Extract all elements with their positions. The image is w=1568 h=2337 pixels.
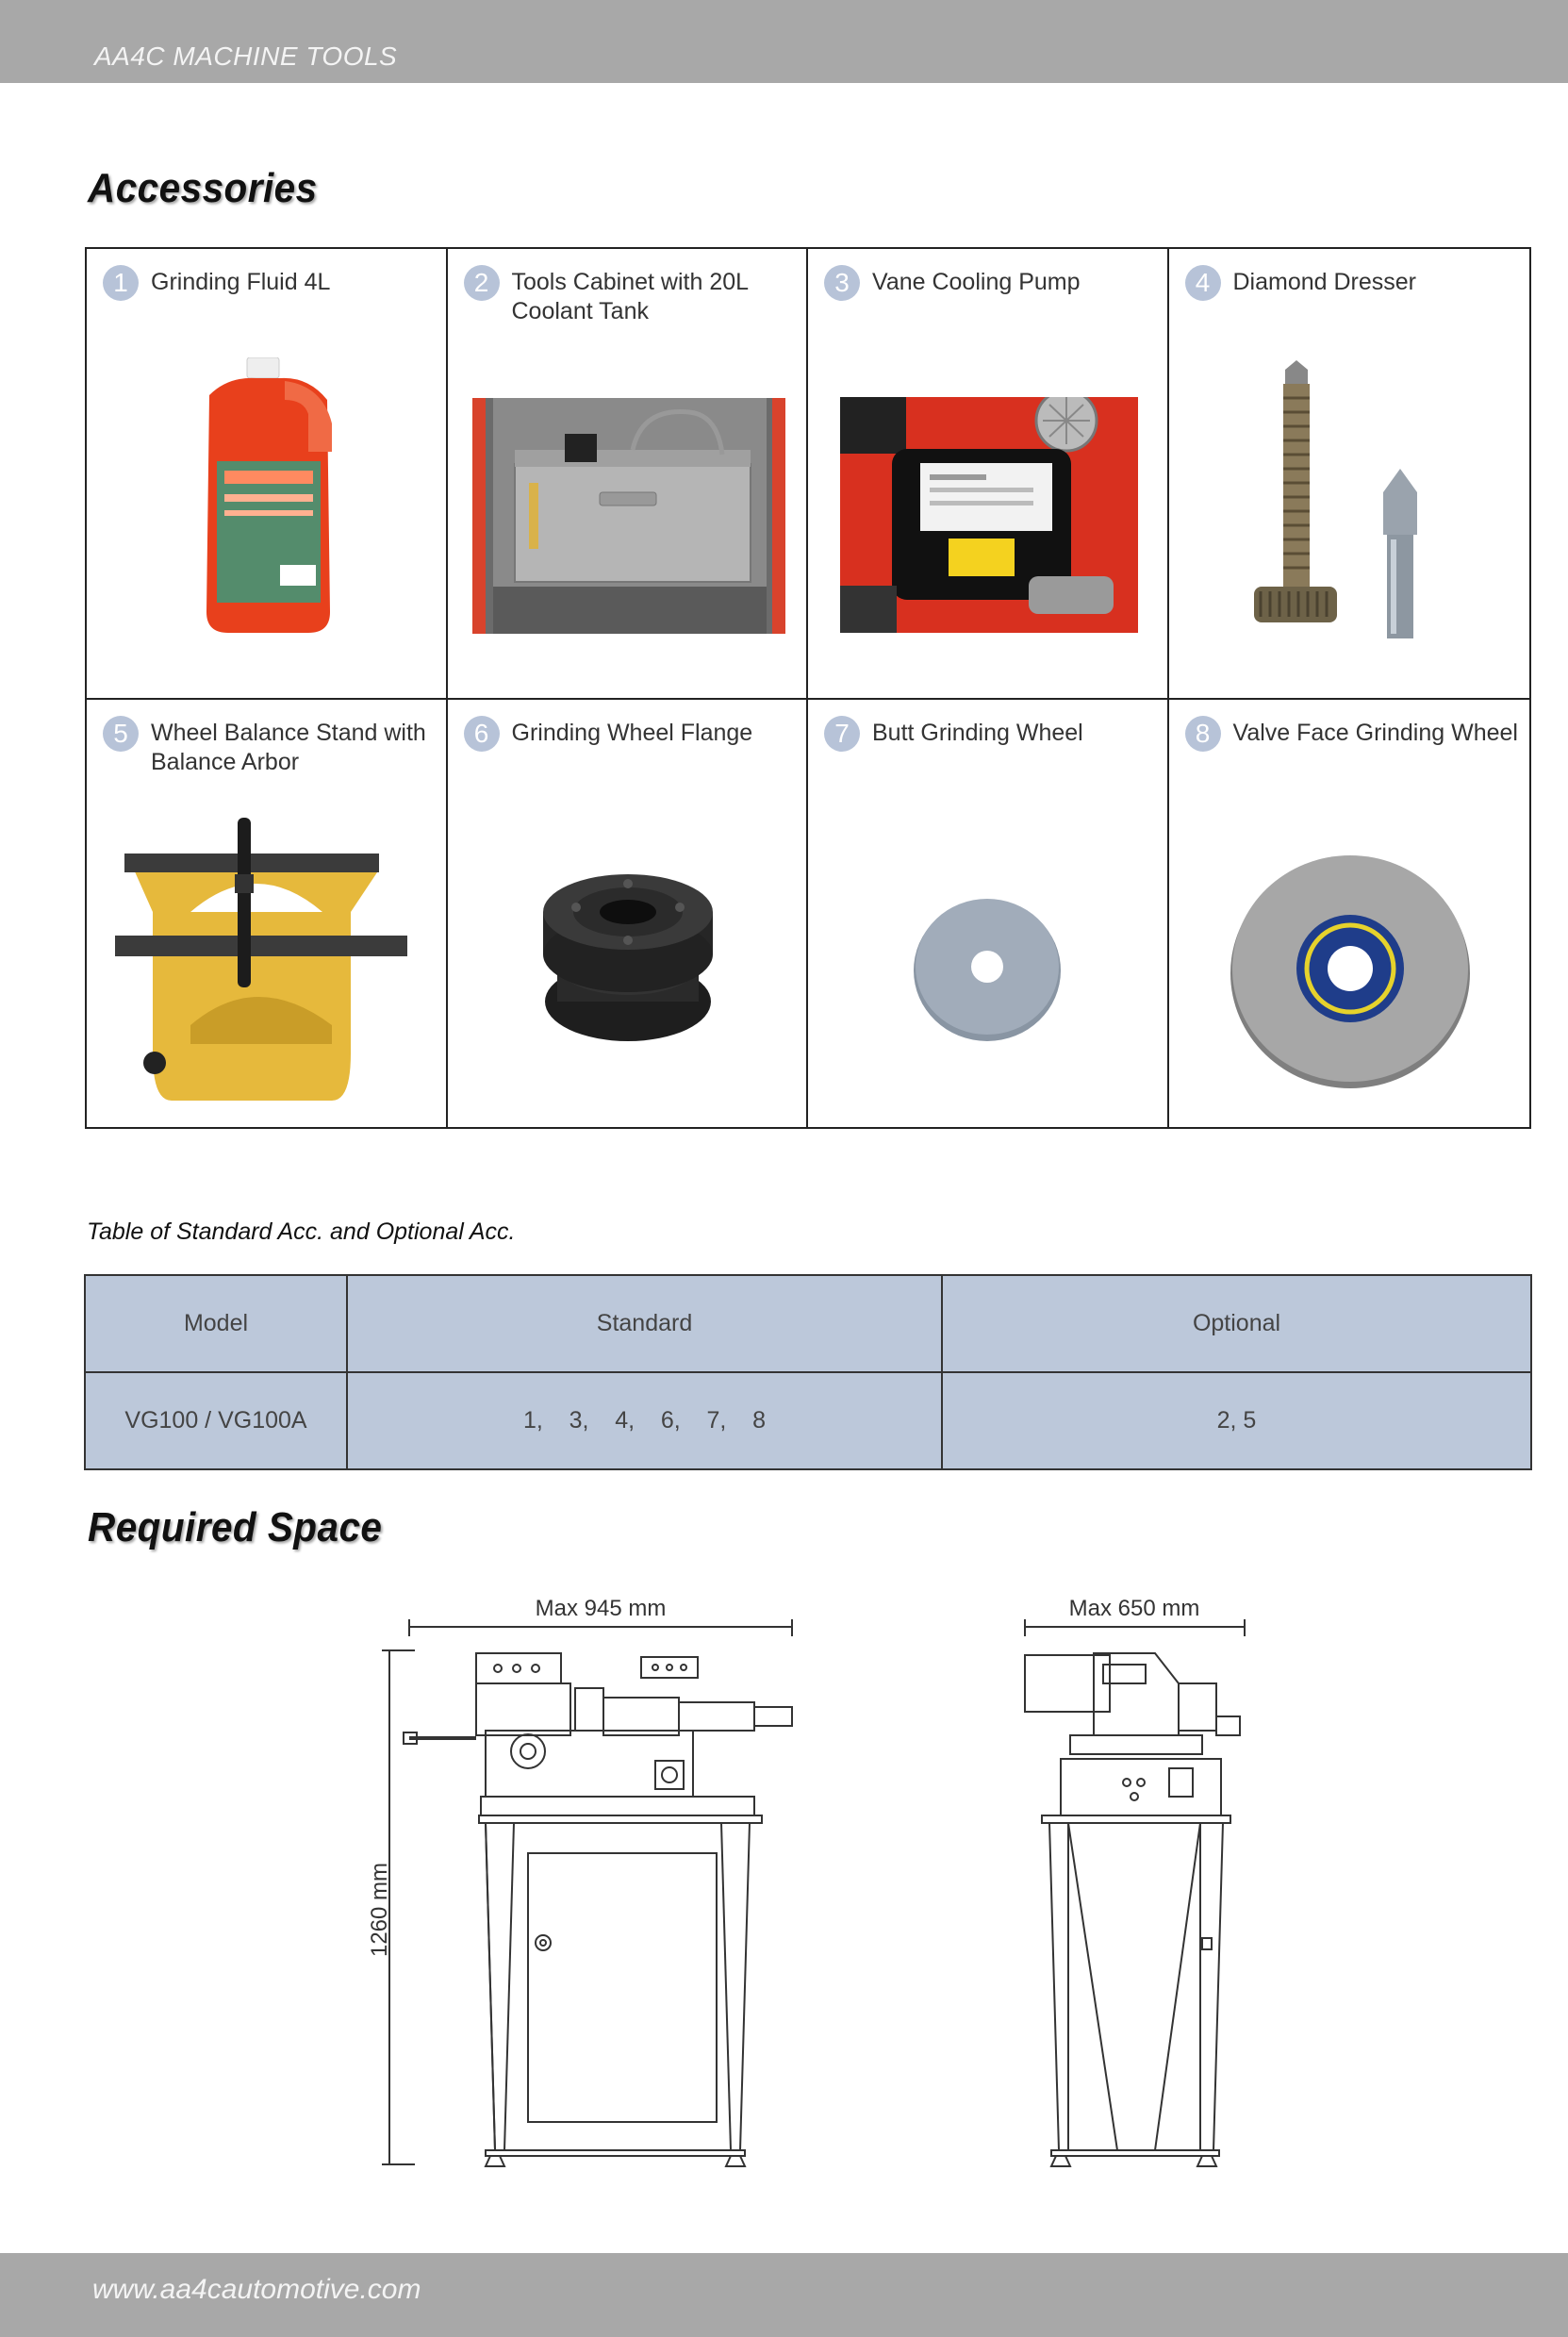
accessory-cell-3 [808,249,1169,700]
item-label: Vane Cooling Pump [872,269,1081,295]
front-width-label: Max 945 mm [535,1599,667,1621]
item-number-badge: 3 [824,265,860,301]
front-view-drawing [358,1599,811,2174]
item-number-badge: 7 [824,716,860,752]
table-header-optional: Optional [942,1275,1531,1372]
item-label: Valve Face Grinding Wheel [1232,720,1518,746]
butt-grinding-wheel-image [912,893,1063,1044]
item-label: Diamond Dresser [1232,269,1417,295]
accessories-grid [85,247,1531,1129]
item-number-badge: 4 [1185,265,1221,301]
header-bar [0,0,1568,83]
accessory-cell-2 [448,249,809,700]
vane-cooling-pump-image [840,397,1138,633]
side-view-drawing [1014,1599,1268,2174]
accessories-table [84,1274,1532,1470]
accessory-cell-5 [87,700,448,1127]
table-header-row [85,1275,1531,1372]
item-label: Grinding Wheel Flange [511,720,753,746]
item-number-badge: 5 [103,716,139,752]
table-cell-standard: 1, 3, 4, 6, 7, 8 [347,1372,942,1469]
table-caption: Table of Standard Acc. and Optional Acc. [87,1218,516,1245]
footer-bar [0,2253,1568,2337]
item-label: Tools Cabinet with 20L Coolant Tank [511,269,749,324]
diamond-dresser-image [1249,360,1447,643]
grinding-fluid-image [190,357,346,640]
item-number-badge: 1 [103,265,139,301]
table-cell-optional: 2, 5 [942,1372,1531,1469]
table-header-model: Model [85,1275,347,1372]
height-label: 1260 mm [367,1862,392,1958]
accessory-cell-8 [1169,700,1530,1127]
item-label: Wheel Balance Stand with Balance Arbor [151,720,426,775]
accessory-cell-7 [808,700,1169,1127]
item-number-badge: 2 [464,265,500,301]
table-row [85,1372,1531,1469]
grinding-wheel-flange-image [538,870,718,1049]
item-label: Grinding Fluid 4L [151,269,331,295]
accessories-title: Accessories [88,165,318,211]
item-label: Butt Grinding Wheel [872,720,1083,746]
brand-name: AA4C MACHINE TOOLS [94,41,398,71]
wheel-balance-stand-image [115,818,417,1110]
accessory-cell-6 [448,700,809,1127]
tools-cabinet-image [472,398,785,634]
table-cell-model: VG100 / VG100A [85,1372,347,1469]
accessory-cell-1 [87,249,448,700]
table-header-standard: Standard [347,1275,942,1372]
required-space-title: Required Space [88,1504,383,1550]
side-width-label: Max 650 mm [1068,1599,1200,1621]
website-url: www.aa4cautomotive.com [92,2274,421,2305]
accessory-cell-4 [1169,249,1530,700]
item-number-badge: 6 [464,716,500,752]
valve-face-grinding-wheel-image [1228,846,1473,1091]
item-number-badge: 8 [1185,716,1221,752]
